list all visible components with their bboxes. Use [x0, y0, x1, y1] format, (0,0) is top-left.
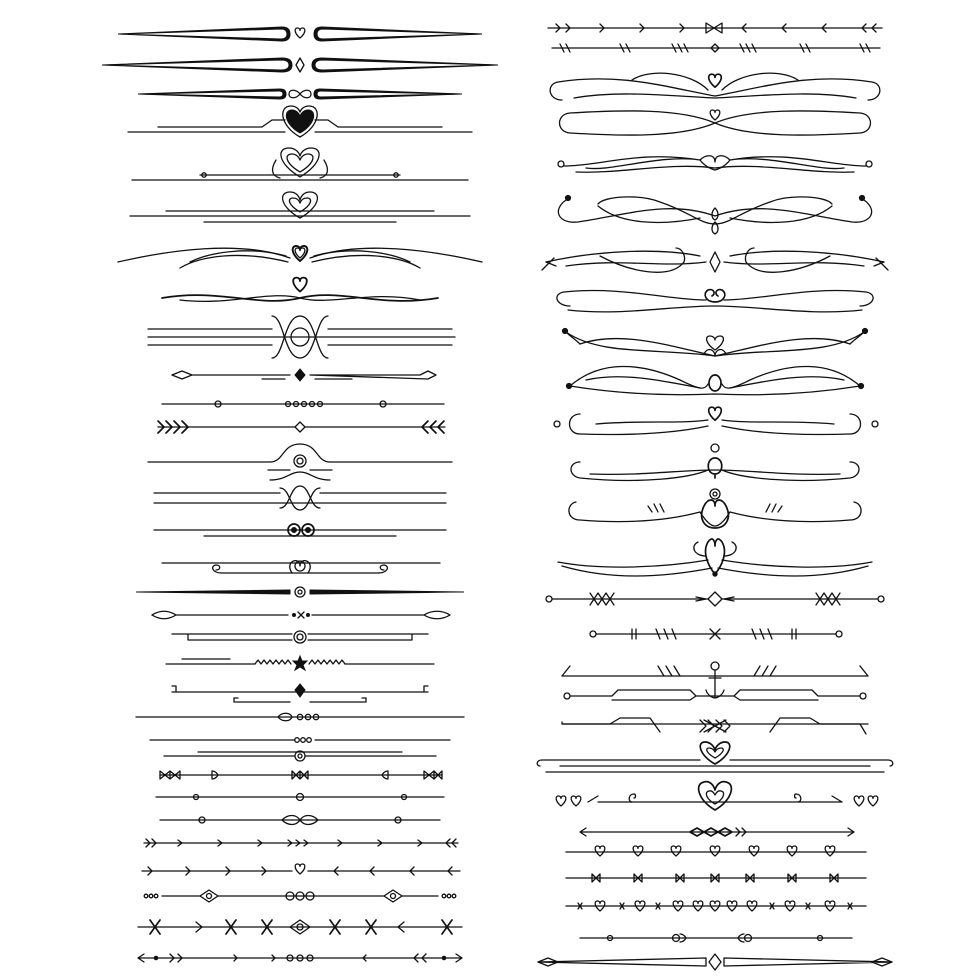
- line-with-crosses: [138, 920, 462, 934]
- lines-with-nested-hearts: [132, 148, 468, 180]
- heart-icon: [295, 28, 305, 38]
- line-with-arrow-fletching: [158, 421, 445, 433]
- curl-line-with-heart: [554, 407, 878, 434]
- swirl-line-with-infinity: [558, 195, 871, 234]
- curl-line-with-ring: [571, 444, 859, 480]
- dashed-line-with-diamonds: [172, 369, 436, 381]
- spiral-line: [557, 290, 873, 312]
- wave-lines-with-heart: [162, 278, 438, 302]
- line-with-oval-bead: [136, 587, 464, 597]
- lines-with-ring-knot: [148, 444, 452, 480]
- zigzag-line-with-star: [166, 656, 434, 670]
- line-with-heart-bracket: [562, 718, 868, 734]
- lines-with-double-hearts: [130, 192, 470, 222]
- left-column: [102, 27, 498, 962]
- line-with-small-hearts-row: [566, 846, 866, 856]
- line-with-bow-ornaments: [160, 771, 442, 779]
- line-with-beads: [580, 934, 852, 942]
- arrow-line-with-bow: [548, 23, 882, 33]
- line-with-scroll-ends: [162, 561, 440, 573]
- arrow-line-with-chevrons-right: [580, 828, 854, 836]
- line-with-eye-scroll: [154, 524, 446, 536]
- line-with-slashes-and-diamond: [552, 44, 880, 52]
- tapered-lines-with-infinity: [138, 89, 462, 99]
- line-with-cross-marks: [546, 592, 884, 606]
- curl-line-with-hook: [569, 489, 861, 528]
- line-with-hearts-and-crosses: [566, 901, 866, 911]
- line-with-diamond-brackets: [172, 684, 428, 702]
- line-with-anchor: [562, 662, 868, 698]
- line-with-rings-and-dots: [144, 890, 456, 902]
- line-with-bead-cluster: [162, 401, 444, 407]
- tapered-line-with-diamond: [538, 954, 892, 970]
- arrow-line-with-heart: [142, 864, 460, 875]
- lines-with-knot: [148, 316, 455, 358]
- wave-line-with-diamond: [542, 248, 888, 272]
- diamond-icon: [296, 58, 304, 72]
- tapered-lines-with-heart: [118, 27, 482, 41]
- wave-line-with-oval: [566, 366, 863, 394]
- loop-line-with-double-heart: [558, 156, 872, 173]
- line-with-ring-center: [164, 751, 436, 761]
- right-column: [537, 23, 893, 970]
- line-with-slashes: [590, 629, 842, 639]
- wave-line-with-heart-and-dots: [562, 328, 867, 356]
- line-with-leaf-hearts: [160, 816, 440, 825]
- line-with-dot-cross: [152, 611, 450, 619]
- double-arrow-line: [138, 954, 462, 962]
- line-with-small-hearts: [556, 782, 878, 810]
- loop-line-with-heart: [560, 110, 871, 135]
- line-with-bead-hearts: [136, 713, 464, 721]
- lines-with-filled-heart: [128, 106, 472, 137]
- lines-with-loop-knot: [154, 486, 446, 510]
- scroll-line-with-heart: [550, 73, 880, 100]
- infinity-icon: [289, 90, 311, 98]
- scroll-flourish: [558, 539, 872, 576]
- swirl-lines-with-heart: [118, 246, 482, 268]
- line-with-bow-ornaments-right: [566, 874, 866, 882]
- line-with-ring-bead: [172, 631, 428, 643]
- line-with-three-beads: [156, 794, 444, 801]
- line-with-big-heart: [537, 742, 893, 772]
- tapered-lines-with-diamond: [102, 58, 498, 72]
- arrow-line-with-chevrons: [144, 839, 458, 847]
- line-with-small-rings: [150, 738, 450, 743]
